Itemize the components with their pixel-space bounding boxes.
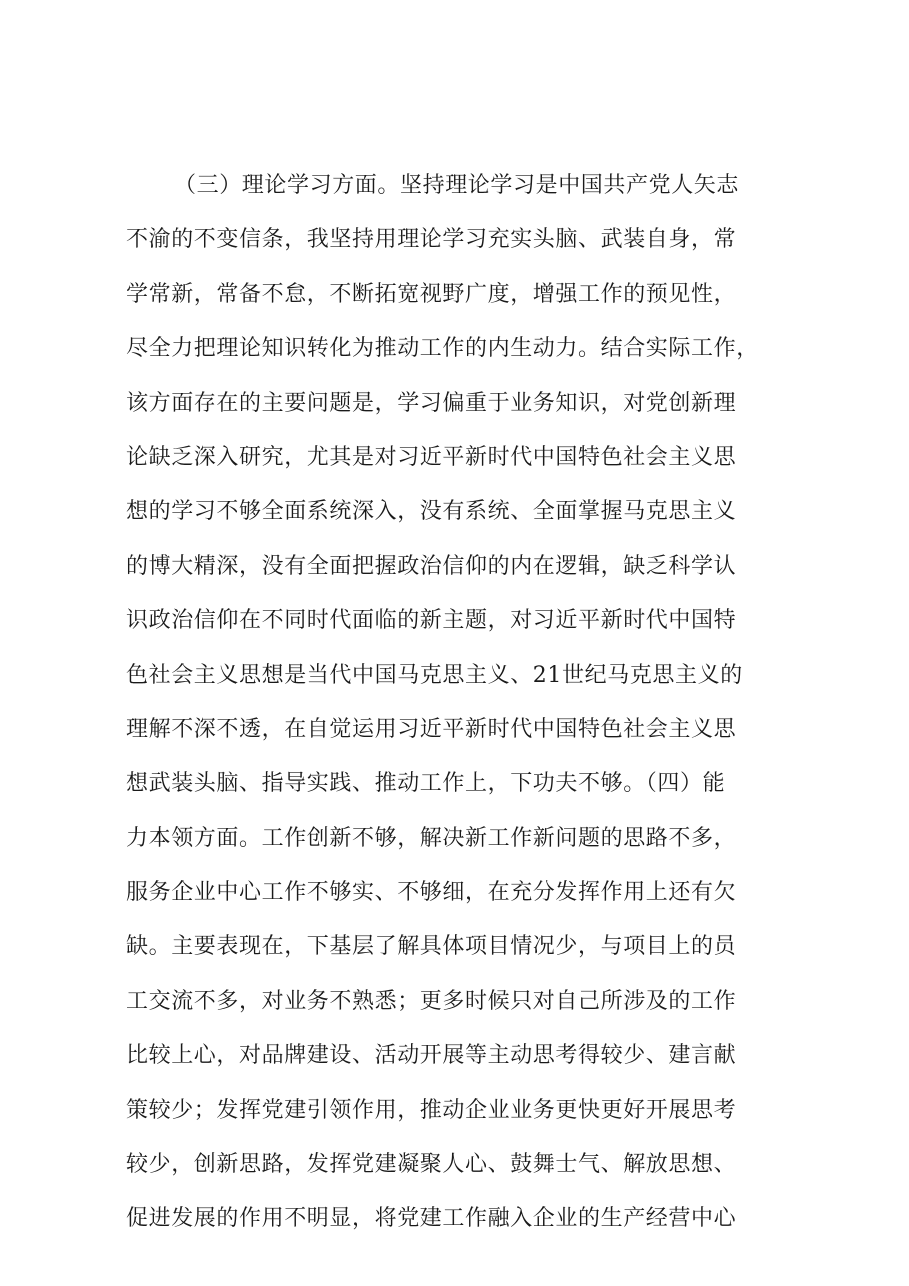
text-line: 的博大精深，没有全面把握政治信仰的内在逻辑，缺乏科学认	[126, 553, 737, 579]
text-line: （三）理论学习方面。坚持理论学习是中国共产党人矢志	[174, 173, 740, 198]
text-line: 尽全力把理论知识转化为推动工作的内生动力。结合实际工作，	[126, 336, 759, 362]
text-line: 学常新，常备不怠，不断拓宽视野广度，增强工作的预见性，	[126, 281, 737, 307]
text-line: 想的学习不够全面系统深入，没有系统、全面掌握马克思主义	[126, 499, 737, 525]
text-line: 理解不深不透，在自觉运用习近平新时代中国特色社会主义思	[126, 716, 737, 742]
text-line: 识政治信仰在不同时代面临的新主题，对习近平新时代中国特	[126, 608, 737, 634]
text-line: 比较上心，对品牌建设、活动开展等主动思考得较少、建言献	[126, 1043, 737, 1069]
text-line: 力本领方面。工作创新不够，解决新工作新问题的思路不多，	[126, 825, 737, 851]
text-line: 策较少；发挥党建引领作用，推动企业业务更快更好开展思考	[126, 1097, 737, 1123]
body-text	[126, 164, 796, 1252]
text-line: 该方面存在的主要问题是，学习偏重于业务知识，对党创新理	[126, 390, 737, 416]
text-line: 工交流不多，对业务不熟悉；更多时候只对自己所涉及的工作	[126, 988, 737, 1014]
text-line: 想武装头脑、指导实践、推动工作上，下功夫不够。（四）能	[126, 771, 726, 797]
text-line: 服务企业中心工作不够实、不够细，在充分发挥作用上还有欠	[126, 880, 737, 906]
text-line: 缺。主要表现在，下基层了解具体项目情况少，与项目上的员	[126, 934, 737, 960]
text-line: 不渝的不变信条，我坚持用理论学习充实头脑、武装自身，常	[126, 227, 737, 253]
text-line: 促进发展的作用不明显，将党建工作融入企业的生产经营中心	[126, 1206, 737, 1232]
text-line: 论缺乏深入研究，尤其是对习近平新时代中国特色社会主义思	[126, 444, 737, 470]
text-line: 色社会主义思想是当代中国马克思主义、21世纪马克思主义的	[126, 662, 743, 688]
text-line: 较少，创新思路，发挥党建凝聚人心、鼓舞士气、解放思想、	[126, 1152, 737, 1178]
